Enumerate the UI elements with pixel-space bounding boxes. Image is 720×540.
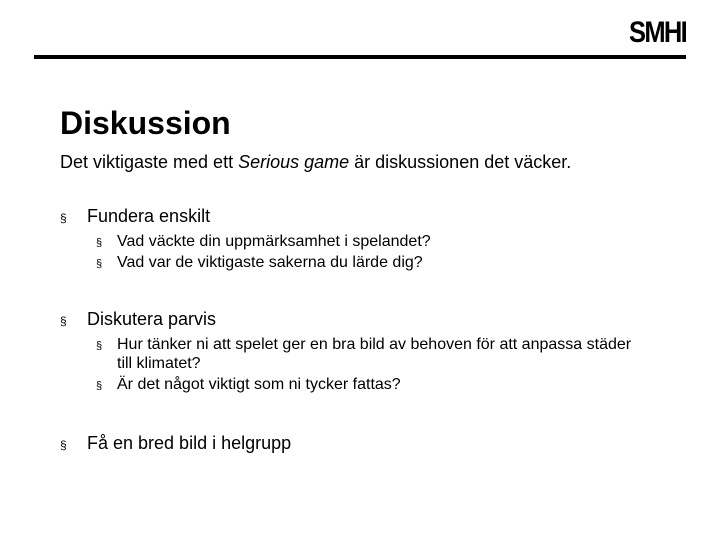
slide-title: Diskussion — [60, 105, 231, 141]
bullet-marker: § — [60, 211, 67, 225]
bullet-marker: § — [60, 314, 67, 328]
sub-bullet-label: Vad väckte din uppmärksamhet i spelandet? — [117, 232, 431, 250]
intro-text-emphasis: Serious game — [238, 152, 350, 172]
bullet-marker: § — [96, 339, 103, 352]
bullet-item — [60, 432, 670, 455]
intro-text-after: är diskussionen det väcker. — [349, 152, 572, 172]
sub-bullet-label: Är det något viktigt som ni tycker fattas? — [117, 375, 401, 393]
intro-text-before: Det viktigaste med ett — [60, 152, 239, 172]
sub-bullet-label: Hur tänker ni att spelet ger en bra bild av behoven för att anpassa städer till klimatet? — [117, 335, 632, 372]
sub-bullet-label: Vad var de viktigaste sakerna du lärde dig? — [117, 253, 423, 271]
smhi-logo: SMHI — [629, 16, 686, 49]
section-helgrupp — [60, 432, 670, 455]
section-diskutera-parvis — [60, 308, 670, 394]
intro-text — [60, 151, 571, 174]
bullet-label: Diskutera parvis — [87, 309, 217, 329]
bullet-item — [60, 308, 670, 331]
bullet-marker: § — [96, 236, 103, 249]
sub-bullet-item — [96, 232, 670, 251]
section-fundera-enskilt — [60, 205, 670, 272]
bullet-label: Få en bred bild i helgrupp — [87, 433, 292, 453]
bullet-item — [60, 205, 670, 228]
header-rule — [34, 55, 686, 59]
sub-bullet-item — [96, 253, 670, 272]
bullet-marker: § — [96, 257, 103, 270]
bullet-marker: § — [60, 438, 67, 452]
sub-bullet-item — [96, 375, 670, 394]
bullet-label: Fundera enskilt — [87, 206, 211, 226]
bullet-marker: § — [96, 379, 103, 392]
sub-bullet-item — [96, 335, 670, 373]
